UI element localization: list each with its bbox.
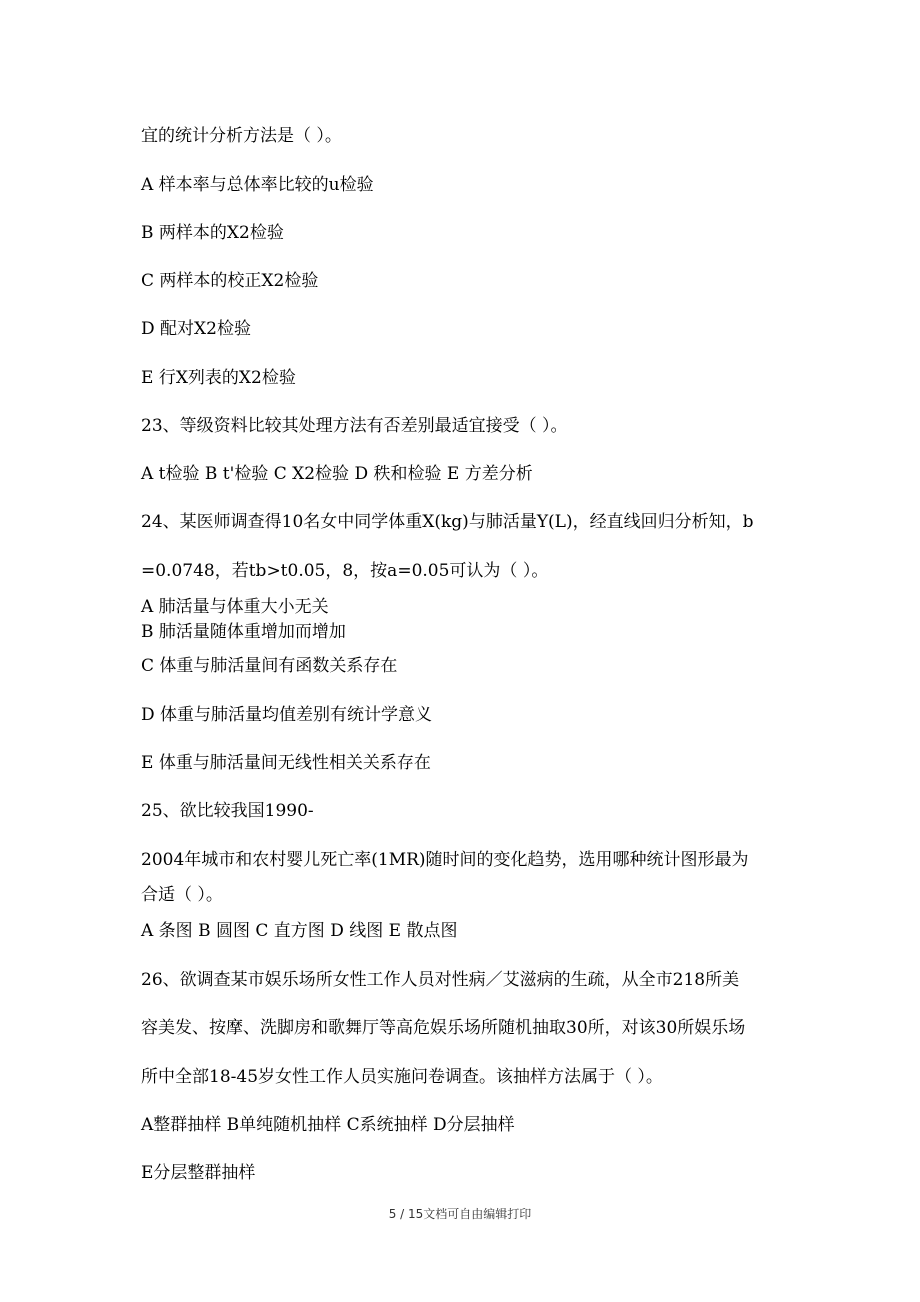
text-line-q23-options: A t检验 B t'检验 C X2检验 D 秩和检验 E 方差分析 <box>141 464 533 484</box>
text-line-q22-option-d: D 配对X2检验 <box>141 319 251 339</box>
text-line-q24-option-d: D 体重与肺活量均值差别有统计学意义 <box>141 705 433 725</box>
text-line-q24-option-b: B 肺活量随体重增加而增加 <box>141 622 346 642</box>
text-line-q22-option-c: C 两样本的校正X2检验 <box>141 271 319 291</box>
text-line-q24-stem: 24、某医师调查得10名女中同学体重X(kg)与肺活量Y(L)，经直线回归分析知，b <box>141 512 754 532</box>
text-line-q26-stem: 26、欲调查某市娱乐场所女性工作人员对性病／艾滋病的生疏，从全市218所美 <box>141 970 740 990</box>
text-line-q26-options: A整群抽样 B单纯随机抽样 C系统抽样 D分层抽样 <box>141 1115 515 1135</box>
text-line-q25-stem-end: 合适（ ）。 <box>141 885 223 905</box>
text-line-q22-option-b: B 两样本的X2检验 <box>141 223 284 243</box>
text-line-q22-option-a: A 样本率与总体率比较的u检验 <box>141 175 374 195</box>
text-line-q26-stem-end: 所中全部18-45岁女性工作人员实施问卷调查。该抽样方法属于（ ）。 <box>141 1067 663 1087</box>
text-line-q24-option-a: A 肺活量与体重大小无关 <box>141 597 329 617</box>
text-line-q26-stem-cont: 容美发、按摩、洗脚房和歌舞厅等高危娱乐场所随机抽取30所，对该30所娱乐场 <box>141 1018 746 1038</box>
text-line-q24-option-e: E 体重与肺活量间无线性相关关系存在 <box>141 753 431 773</box>
text-line-q25-stem-cont: 2004年城市和农村婴儿死亡率(1MR)随时间的变化趋势，选用哪种统计图形最为 <box>141 850 749 870</box>
text-line-q22-stem-end: 宜的统计分析方法是（ ）。 <box>141 126 342 146</box>
text-line-q26-option-e: E分层整群抽样 <box>141 1163 256 1183</box>
text-line-q25-stem: 25、欲比较我国1990- <box>141 801 314 821</box>
text-line-q24-option-c: C 体重与肺活量间有函数关系存在 <box>141 656 398 676</box>
page-footer: 5 / 15文档可自由编辑打印 <box>388 1207 532 1221</box>
text-line-q24-stem-cont: =0.0748，若tb>t0.05，8，按a=0.05可认为（ ）。 <box>141 561 549 581</box>
text-line-q22-option-e: E 行X列表的X2检验 <box>141 368 296 388</box>
text-line-q23-stem: 23、等级资料比较其处理方法有否差别最适宜接受（ ）。 <box>141 416 568 436</box>
text-line-q25-options: A 条图 B 圆图 C 直方图 D 线图 E 散点图 <box>141 921 458 941</box>
